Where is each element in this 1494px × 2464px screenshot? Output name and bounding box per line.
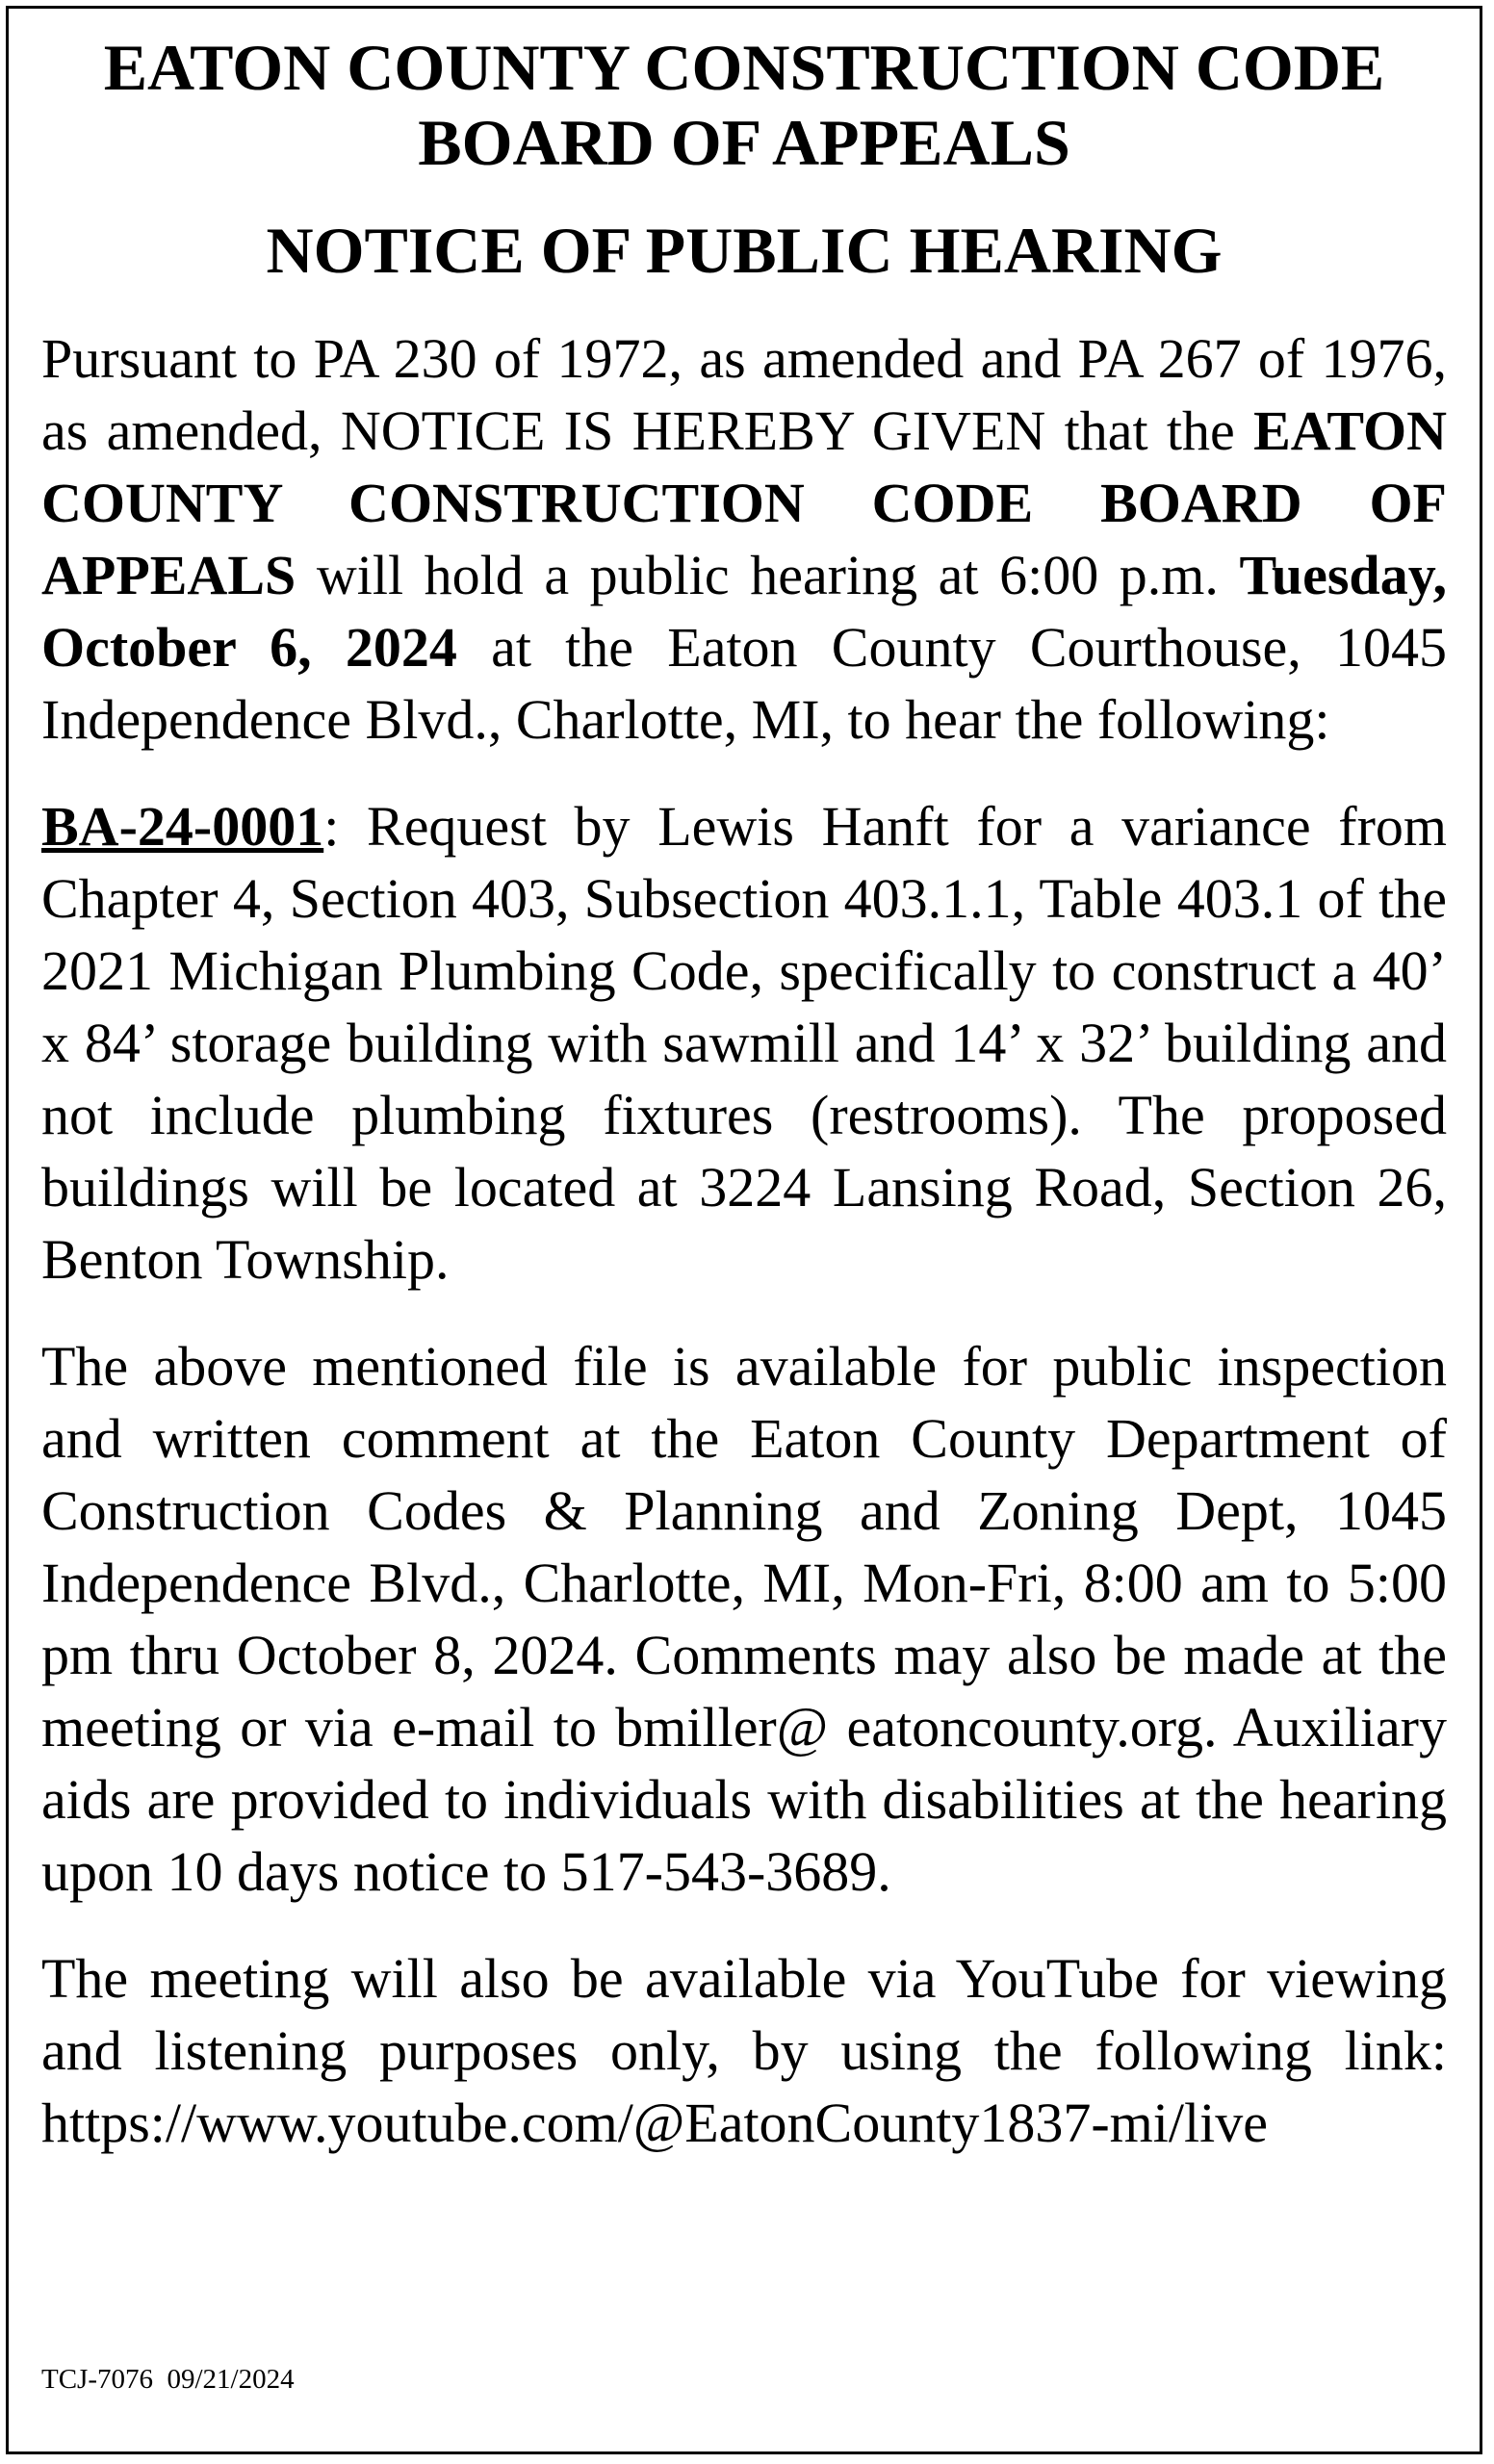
hearing-date: Tuesday, October 6, 2024 [41,544,1447,679]
hearing-announcement [41,322,1447,756]
notice-title: NOTICE OF PUBLIC HEARING [266,214,1223,287]
case-id: BA-24-0001 [41,795,324,858]
board-title-line1: EATON COUNTY CONSTRUCTION CODE [103,31,1385,104]
legal-notice [6,6,1482,2454]
hearing-location: at the Eaton County Courthouse, 1045 Independence Blvd., Charlotte, MI, to hear the following: [41,616,1447,751]
publication-reference: TCJ-7076 09/21/2024 [41,2364,295,2395]
youtube-paragraph: The meeting will also be available via YouTube for viewing and listening purposes only, by using the following link: https://www.youtube.com/@EatonCounty1837-mi/live [41,1947,1447,2154]
board-title-line2: BOARD OF APPEALS [418,106,1070,179]
board-name: EATON COUNTY CONSTRUCTION CODE BOARD OF APPEALS [41,399,1447,606]
notice-content [41,30,1447,2194]
board-title [41,30,1447,180]
case-description [41,790,1447,1296]
hearing-time: will hold a public hearing at 6:00 p.m. [296,544,1240,606]
case-text: : Request by Lewis Hanft for a variance from Chapter 4, Section 403, Subsection 403.1.1, Table 403.1 of the 2021 Michigan Plumbing Code, specifically to construct a 40’ x 84’ storage building with sawmill and 14’ x 32’ building and not include plumbing fixtures (restrooms). The proposed buildings will be located at 3224 Lansing Road, Section 26, Benton Township. [41,795,1447,1291]
hearing-intro: Pursuant to PA 230 of 1972, as amended and PA 267 of 1976, as amended, NOTICE IS HEREBY GIVEN that the [41,327,1447,462]
inspection-paragraph: The above mentioned file is available for public inspection and written comment at the Eaton County Department of Construction Codes & Planning and Zoning Dept, 1045 Independence Blvd., Charlotte, MI, Mon-Fri, 8:00 am to 5:00 pm thru October 8, 2024. Comments may also be made at the meeting or via e-mail to bmiller@ eatoncounty.org. Auxiliary aids are provided to individuals with disabilities at the hearing upon 10 days notice to 517-543-3689. [41,1335,1447,1903]
